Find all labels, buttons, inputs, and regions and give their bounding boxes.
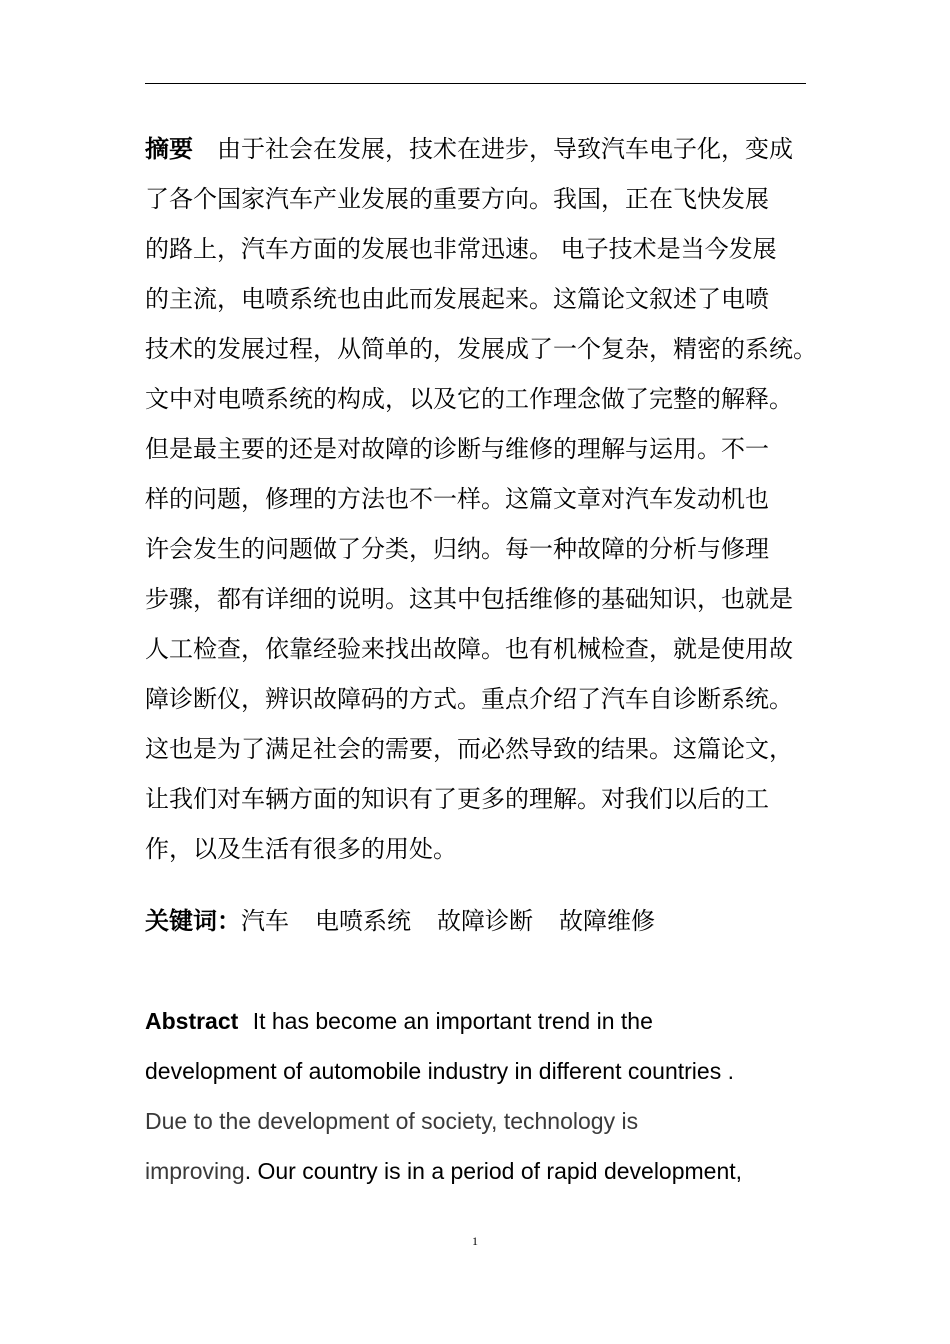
keyword: 电喷系统 (315, 907, 411, 935)
english-abstract-label: Abstract (145, 1008, 239, 1034)
english-abstract-text: It has become an important trend in the (252, 1008, 653, 1034)
english-abstract-line: Due to the development of society, technology is (145, 1108, 639, 1134)
keywords-label: 关键词： (145, 907, 241, 935)
keyword: 故障维修 (559, 907, 655, 935)
abstract-line (145, 124, 806, 174)
english-abstract-line: development of automobile industry in different countries . (145, 1058, 734, 1084)
english-abstract-text: improving (145, 1158, 245, 1184)
abstract-line: 了各个国家汽车产业发展的重要方向。我国，正在飞快发展 (145, 185, 769, 213)
abstract-line: 文中对电喷系统的构成，以及它的工作理念做了完整的解释。 (145, 385, 793, 413)
abstract-line: 这也是为了满足社会的需要，而必然导致的结果。这篇论文， (145, 735, 793, 763)
english-abstract-line (145, 1146, 825, 1196)
abstract-line: 的主流，电喷系统也由此而发展起来。这篇论文叙述了电喷 (145, 285, 769, 313)
abstract-line: 作，以及生活有很多的用处。 (145, 835, 457, 863)
header-rule (145, 83, 806, 84)
abstract-text: 由于社会在发展，技术在进步，导致汽车电子化，变成 (217, 135, 793, 163)
keyword: 故障诊断 (437, 907, 533, 935)
chinese-abstract (145, 124, 817, 874)
abstract-label: 摘要 (145, 135, 193, 163)
abstract-line: 技术的发展过程，从简单的，发展成了一个复杂，精密的系统。 (145, 335, 817, 363)
english-abstract-text: . Our country is in a period of rapid development, (244, 1158, 743, 1184)
keywords-line (145, 896, 681, 946)
abstract-line: 许会发生的问题做了分类，归纳。每一种故障的分析与修理 (145, 535, 769, 563)
abstract-line: 步骤，都有详细的说明。这其中包括维修的基础知识，也就是 (145, 585, 793, 613)
abstract-line: 样的问题，修理的方法也不一样。这篇文章对汽车发动机也 (145, 485, 769, 513)
english-abstract-line (145, 996, 825, 1046)
abstract-line: 的路上，汽车方面的发展也非常迅速。 电子技术是当今发展 (145, 235, 777, 263)
abstract-line: 让我们对车辆方面的知识有了更多的理解。对我们以后的工 (145, 785, 769, 813)
page-number: 1 (472, 1234, 478, 1248)
abstract-line: 障诊断仪，辨识故障码的方式。重点介绍了汽车自诊断系统。 (145, 685, 793, 713)
keyword: 汽车 (241, 907, 289, 935)
english-abstract (145, 996, 825, 1196)
abstract-line: 人工检查，依靠经验来找出故障。也有机械检查，就是使用故 (145, 635, 793, 663)
abstract-line: 但是最主要的还是对故障的诊断与维修的理解与运用。不一 (145, 435, 769, 463)
